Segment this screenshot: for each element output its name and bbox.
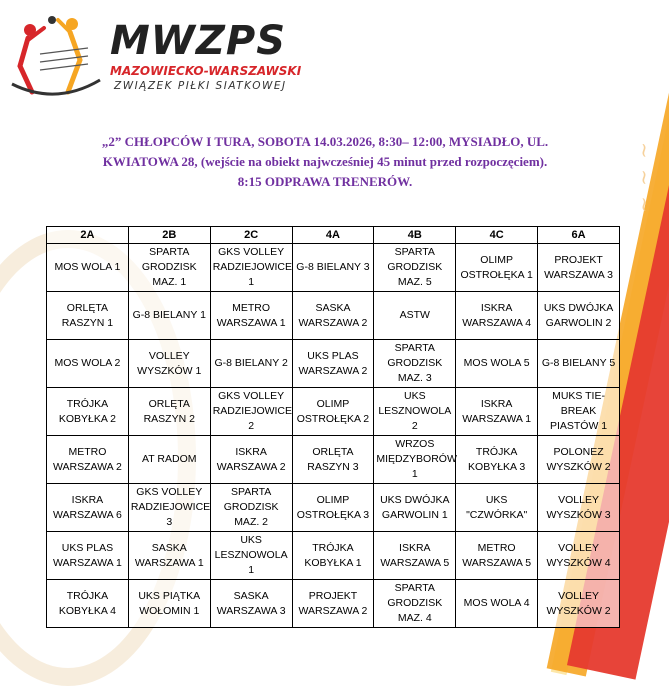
table-cell: UKS PIĄTKA WOŁOMIN 1 xyxy=(128,580,210,628)
table-cell: METRO WARSZAWA 5 xyxy=(456,532,538,580)
logo-title: MWZPS xyxy=(110,18,287,64)
table-cell: WRZOS MIĘDZYBORÓW 1 xyxy=(374,436,456,484)
table-cell: UKS "CZWÓRKA" xyxy=(456,484,538,532)
table-cell: MOS WOLA 5 xyxy=(456,340,538,388)
table-cell: ISKRA WARSZAWA 1 xyxy=(456,388,538,436)
table-cell: ISKRA WARSZAWA 2 xyxy=(210,436,292,484)
table-cell: SASKA WARSZAWA 2 xyxy=(292,292,374,340)
table-cell: UKS DWÓJKA GARWOLIN 1 xyxy=(374,484,456,532)
table-cell: G-8 BIELANY 2 xyxy=(210,340,292,388)
table-cell: OLIMP OSTROŁĘKA 3 xyxy=(292,484,374,532)
table-cell: GKS VOLLEY RADZIEJOWICE 1 xyxy=(210,244,292,292)
column-header: 2B xyxy=(128,227,210,244)
volleyball-players-icon xyxy=(10,14,102,100)
heading-line-3: 8:15 ODPRAWA TRENERÓW. xyxy=(237,174,413,189)
table-cell: METRO WARSZAWA 1 xyxy=(210,292,292,340)
table-cell: SASKA WARSZAWA 1 xyxy=(128,532,210,580)
table-cell: G-8 BIELANY 1 xyxy=(128,292,210,340)
table-cell: UKS DWÓJKA GARWOLIN 2 xyxy=(538,292,620,340)
table-row xyxy=(47,244,620,292)
table-cell: AT RADOM xyxy=(128,436,210,484)
table-cell: ISKRA WARSZAWA 4 xyxy=(456,292,538,340)
table-row xyxy=(47,580,620,628)
decorative-watermark: ~ ~ ~ xyxy=(631,140,655,213)
table-cell: ISKRA WARSZAWA 5 xyxy=(374,532,456,580)
table-cell: MUKS TIE-BREAK PIASTÓW 1 xyxy=(538,388,620,436)
column-header: 4A xyxy=(292,227,374,244)
column-header: 4C xyxy=(456,227,538,244)
table-row xyxy=(47,532,620,580)
table-cell: VOLLEY WYSZKÓW 1 xyxy=(128,340,210,388)
event-heading xyxy=(60,132,590,192)
table-cell: TRÓJKA KOBYŁKA 2 xyxy=(47,388,129,436)
table-cell: SPARTA GRODZISK MAZ. 3 xyxy=(374,340,456,388)
table-cell: TRÓJKA KOBYŁKA 4 xyxy=(47,580,129,628)
table-cell: SPARTA GRODZISK MAZ. 2 xyxy=(210,484,292,532)
table-row xyxy=(47,484,620,532)
table-cell: VOLLEY WYSZKÓW 3 xyxy=(538,484,620,532)
table-row xyxy=(47,436,620,484)
table-cell: ORLĘTA RASZYN 3 xyxy=(292,436,374,484)
table-cell: UKS PLAS WARSZAWA 2 xyxy=(292,340,374,388)
table-cell: GKS VOLLEY RADZIEJOWICE 3 xyxy=(128,484,210,532)
table-cell: UKS LESZNOWOLA 2 xyxy=(374,388,456,436)
column-header: 2C xyxy=(210,227,292,244)
table-cell: GKS VOLLEY RADZIEJOWICE 2 xyxy=(210,388,292,436)
table-cell: VOLLEY WYSZKÓW 2 xyxy=(538,580,620,628)
table-cell: UKS PLAS WARSZAWA 1 xyxy=(47,532,129,580)
heading-line-1: „2” CHŁOPCÓW I TURA, SOBOTA 14.03.2026, 8:30– 12:00, MYSIADŁO, UL. xyxy=(101,134,549,149)
column-header: 4B xyxy=(374,227,456,244)
table-cell: SPARTA GRODZISK MAZ. 1 xyxy=(128,244,210,292)
table-cell: TRÓJKA KOBYŁKA 1 xyxy=(292,532,374,580)
table-cell: METRO WARSZAWA 2 xyxy=(47,436,129,484)
table-cell: UKS LESZNOWOLA 1 xyxy=(210,532,292,580)
heading-line-2: KWIATOWA 28, (wejście na obiekt najwcześniej 45 minut przed rozpoczęciem). xyxy=(102,154,548,169)
column-header: 2A xyxy=(47,227,129,244)
table-cell: PROJEKT WARSZAWA 2 xyxy=(292,580,374,628)
table-row xyxy=(47,388,620,436)
table-cell: TRÓJKA KOBYŁKA 3 xyxy=(456,436,538,484)
table-cell: MOS WOLA 2 xyxy=(47,340,129,388)
logo-subtitle-region: MAZOWIECKO-WARSZAWSKI xyxy=(110,64,302,78)
table-cell: G-8 BIELANY 5 xyxy=(538,340,620,388)
logo-subtitle-federation: ZWIĄZEK PIŁKI SIATKOWEJ xyxy=(114,80,287,92)
table-cell: OLIMP OSTROŁĘKA 1 xyxy=(456,244,538,292)
table-cell: SASKA WARSZAWA 3 xyxy=(210,580,292,628)
group-schedule-table xyxy=(46,226,620,628)
table-cell: ORLĘTA RASZYN 1 xyxy=(47,292,129,340)
table-cell: POLONEZ WYSZKÓW 2 xyxy=(538,436,620,484)
table-cell: SPARTA GRODZISK MAZ. 5 xyxy=(374,244,456,292)
table-cell: MOS WOLA 1 xyxy=(47,244,129,292)
table-cell: ISKRA WARSZAWA 6 xyxy=(47,484,129,532)
table-cell: VOLLEY WYSZKÓW 4 xyxy=(538,532,620,580)
table-cell: MOS WOLA 4 xyxy=(456,580,538,628)
table-header-row xyxy=(47,227,620,244)
table-cell: SPARTA GRODZISK MAZ. 4 xyxy=(374,580,456,628)
table-cell: ASTW xyxy=(374,292,456,340)
table-row xyxy=(47,340,620,388)
mwzps-logo xyxy=(10,8,340,98)
table-cell: G-8 BIELANY 3 xyxy=(292,244,374,292)
table-row xyxy=(47,292,620,340)
table-cell: OLIMP OSTROŁĘKA 2 xyxy=(292,388,374,436)
table-cell: PROJEKT WARSZAWA 3 xyxy=(538,244,620,292)
column-header: 6A xyxy=(538,227,620,244)
table-cell: ORLĘTA RASZYN 2 xyxy=(128,388,210,436)
